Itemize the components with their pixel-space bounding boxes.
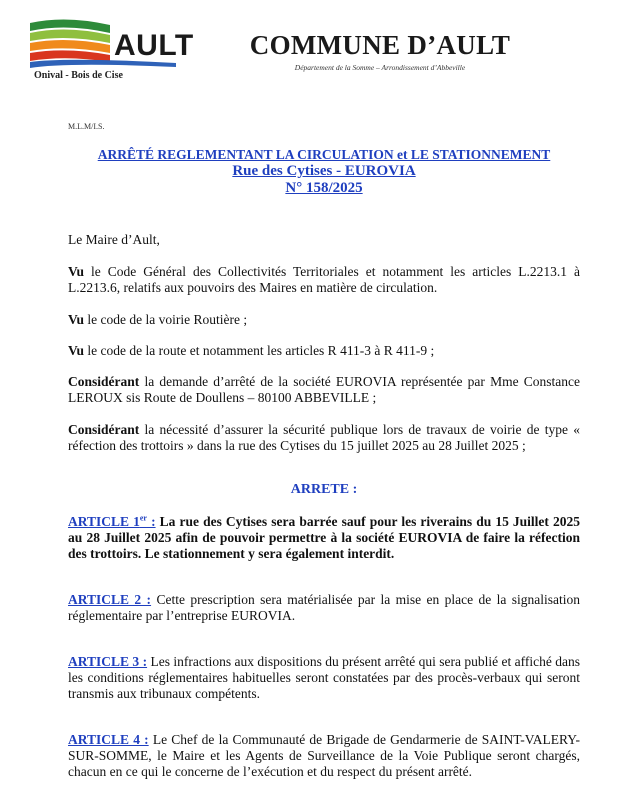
vu-paragraph-3 <box>68 343 580 359</box>
reference: M.L.M/I.S. <box>68 122 105 131</box>
vu-text: le code de la voirie Routière ; <box>84 312 248 327</box>
article-label: ARTICLE 4 : <box>68 732 149 747</box>
considerant-paragraph-2 <box>68 422 580 454</box>
vu-text: le code de la route et notamment les articles R 411-3 à R 411-9 ; <box>84 343 435 358</box>
considerant-text: la nécessité d’assurer la sécurité publique lors de travaux de voirie de type « réfection des trottoirs » dans la rue des Cytises du 15 juillet 2025 au 28 Juillet 2025 ; <box>68 422 580 453</box>
article-text: Le Chef de la Communauté de Brigade de Gendarmerie de SAINT-VALERY-SUR-SOMME, le Maire et les Agents de Surveillance de la Voie Publique seront chargés, chacun en ce qui le concerne de l’exécution et du respect du présent arrêté. <box>68 732 581 779</box>
considerant-label: Considérant <box>68 422 140 437</box>
commune-title: COMMUNE D’AULT <box>249 30 511 60</box>
title-line-3: N° 158/2025 <box>285 180 363 196</box>
vu-paragraph-1 <box>68 264 580 296</box>
title-line-2: Rue des Cytises - EUROVIA <box>232 163 416 179</box>
vu-label: Vu <box>68 343 85 358</box>
article-2 <box>68 592 580 624</box>
article-1 <box>68 514 580 562</box>
article-label: ARTICLE 3 : <box>68 654 148 669</box>
considerant-text: la demande d’arrêté de la société EUROVIA représentée par Mme Constance LEROUX sis Route de Doullens – 80100 ABBEVILLE ; <box>68 374 580 405</box>
commune-subtitle: Département de la Somme – Arrondissement d’Abbeville <box>294 63 466 72</box>
article-text: La rue des Cytises sera barrée sauf pour les riverains du 15 Juillet 2025 au 28 Juillet 2025 afin de pouvoir permettre à la société EUROVIA de faire la réfection des trottoirs. Le stationnement y sera également interdit. <box>68 514 580 561</box>
considerant-paragraph-1 <box>68 374 580 406</box>
article-4 <box>68 732 580 780</box>
article-label: ARTICLE 2 : <box>68 592 152 607</box>
vu-text: le Code Général des Collectivités Territoriales et notamment les articles L.2213.1 à L.2213.6, relatifs aux pouvoirs des Maires en matière de circulation. <box>68 264 580 295</box>
article-label: ARTICLE 1er : <box>68 513 156 529</box>
vu-label: Vu <box>68 312 85 327</box>
considerant-label: Considérant <box>68 374 140 389</box>
article-text: Les infractions aux dispositions du présent arrêté qui sera publié et affiché dans les conditions réglementaires habituelles seront constatées par des procès-verbaux qui seront transmis aux tribunaux compétents. <box>68 654 580 701</box>
vu-paragraph-2 <box>68 312 580 328</box>
document-title <box>68 146 580 197</box>
logo-name: AULT <box>114 29 194 62</box>
article-3 <box>68 654 580 702</box>
commune-logo <box>26 15 194 85</box>
article-text: Cette prescription sera matérialisée par la mise en place de la signalisation réglementaire par l’entreprise EUROVIA. <box>68 592 580 623</box>
vu-label: Vu <box>68 264 85 279</box>
logo-subtitle: Onival - Bois de Cise <box>34 70 123 81</box>
mayor-line: Le Maire d’Ault, <box>68 232 160 247</box>
arrete-heading: ARRETE : <box>290 482 358 497</box>
title-line-1: ARRÊTÉ REGLEMENTANT LA CIRCULATION et LE STATIONNEMENT <box>97 147 551 162</box>
